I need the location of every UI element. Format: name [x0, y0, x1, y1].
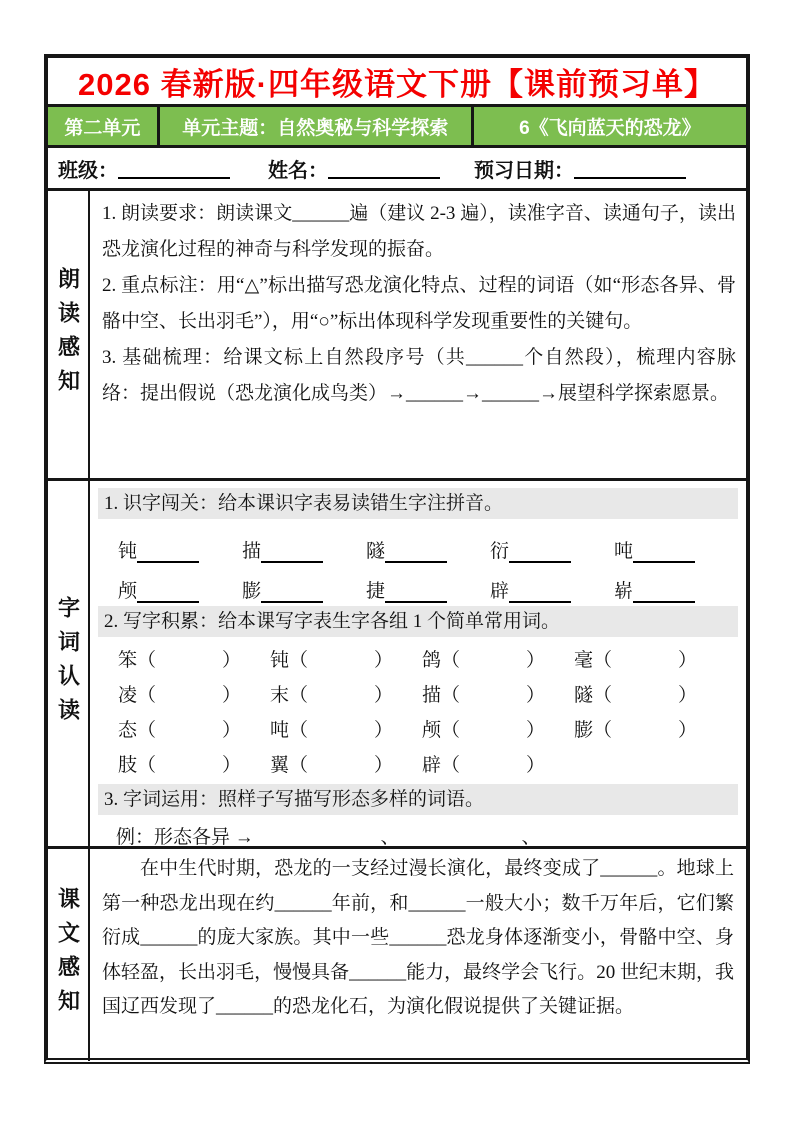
info-row — [48, 148, 746, 191]
paren-close: ） — [374, 755, 394, 776]
example-line — [98, 819, 738, 846]
example-separator: 、 — [380, 827, 400, 846]
word-cell — [574, 680, 726, 707]
word-cell — [270, 750, 422, 777]
paren-open: （ — [593, 650, 613, 671]
word-blank — [460, 685, 526, 701]
paren-open: （ — [137, 685, 157, 706]
word-blank — [612, 685, 678, 701]
word-cell — [422, 680, 574, 707]
pinyin-blank — [633, 543, 695, 563]
word-blank — [460, 650, 526, 666]
paren-open: （ — [289, 650, 309, 671]
word-char: 末 — [270, 685, 290, 706]
word-blank — [156, 685, 222, 701]
word-cell — [118, 715, 270, 742]
pinyin-row — [98, 523, 738, 563]
reading-item: 3. 基础梳理：给课文标上自然段序号（共______个自然段），梳理内容脉络：提出假说（恐龙演化成鸟类）→______→______→展望科学探索愿景。 — [102, 347, 736, 404]
paren-close: ） — [526, 720, 546, 741]
word-blank — [612, 650, 678, 666]
pinyin-cell — [490, 576, 614, 603]
instruction-banner: 2. 写字积累：给本课写字表生字各组 1 个简单常用词。 — [98, 606, 738, 637]
paren-open: （ — [289, 755, 309, 776]
title-row — [48, 58, 746, 107]
paren-open: （ — [137, 720, 157, 741]
paren-open: （ — [289, 720, 309, 741]
section-reading — [48, 191, 746, 481]
pinyin-blank — [633, 583, 695, 603]
name-blank — [328, 157, 440, 179]
word-char: 翼 — [270, 755, 290, 776]
pinyin-cell — [366, 576, 490, 603]
word-blank — [308, 755, 374, 771]
paren-close: ） — [374, 685, 394, 706]
paren-open: （ — [137, 755, 157, 776]
word-char: 吨 — [270, 720, 290, 741]
word-char: 鸽 — [422, 650, 442, 671]
example-separator: 、 — [521, 827, 541, 846]
paren-open: （ — [441, 720, 461, 741]
pinyin-blank — [385, 583, 447, 603]
class-label: 班级： — [58, 159, 118, 182]
word-blank — [156, 755, 222, 771]
paren-close: ） — [222, 650, 242, 671]
pinyin-char: 吨 — [614, 541, 634, 562]
date-label: 预习日期： — [474, 159, 574, 182]
paren-open: （ — [441, 755, 461, 776]
example-blank — [543, 837, 661, 846]
lesson-cell: 6《飞向蓝天的恐龙》 — [474, 107, 746, 145]
section-words-content — [90, 481, 746, 846]
word-char: 态 — [118, 720, 138, 741]
class-blank — [118, 157, 230, 179]
pinyin-cell — [614, 536, 738, 563]
pinyin-char: 钝 — [118, 541, 138, 562]
word-char: 辟 — [422, 755, 442, 776]
paren-close: ） — [222, 755, 242, 776]
unit-cell: 第二单元 — [48, 107, 160, 145]
word-blank — [156, 650, 222, 666]
word-row — [98, 676, 738, 711]
reading-item: 1. 朗读要求：朗读课文______遍（建议 2-3 遍），读准字音、读通句子，读出恐龙演化过程的神奇与科学发现的振奋。 — [102, 203, 736, 260]
worksheet-title: 2026 春新版·四年级语文下册【课前预习单】 — [78, 66, 716, 102]
pinyin-cell — [242, 576, 366, 603]
pinyin-char: 辟 — [490, 581, 510, 602]
word-cell — [270, 715, 422, 742]
word-blank — [460, 720, 526, 736]
word-row — [98, 711, 738, 746]
name-label: 姓名： — [268, 159, 328, 182]
paren-close: ） — [678, 720, 698, 741]
word-char: 颅 — [422, 720, 442, 741]
pinyin-cell — [490, 536, 614, 563]
date-blank — [574, 157, 686, 179]
pinyin-row — [98, 563, 738, 603]
section-passage-content — [90, 849, 746, 1061]
section-reading-content — [90, 191, 746, 478]
word-cell — [574, 715, 726, 742]
word-cell — [270, 680, 422, 707]
paren-close: ） — [526, 755, 546, 776]
paren-close: ） — [526, 685, 546, 706]
paren-close: ） — [374, 720, 394, 741]
section-passage — [48, 849, 746, 1061]
instruction-banner: 3. 字词运用：照样子写描写形态多样的词语。 — [98, 784, 738, 815]
word-blank — [612, 720, 678, 736]
word-blank — [308, 650, 374, 666]
pinyin-cell — [118, 536, 242, 563]
pinyin-cell — [614, 576, 738, 603]
pinyin-char: 崭 — [614, 581, 634, 602]
word-blank — [460, 755, 526, 771]
word-row — [98, 641, 738, 676]
word-cell — [422, 715, 574, 742]
worksheet-frame — [44, 54, 750, 1064]
word-cell — [118, 680, 270, 707]
pinyin-cell — [366, 536, 490, 563]
section-words — [48, 481, 746, 849]
paren-close: ） — [678, 685, 698, 706]
pinyin-blank — [137, 543, 199, 563]
passage-paragraph: 在中生代时期，恐龙的一支经过漫长演化，最终变成了______。地球上第一种恐龙出现在约______年前，和______一般大小；数千万年后，它们繁衍成______的庞大家族。其中一些______恐龙身体逐渐变小，骨骼中空、身体轻盈，长出羽毛，慢慢具备______能力，最终学会飞行。20 世纪末期，我国辽西发现了______的恐龙化石，为演化假说提供了关键证据。 — [102, 858, 734, 1017]
theme-cell: 单元主题：自然奥秘与科学探索 — [160, 107, 474, 145]
word-blank — [308, 685, 374, 701]
pinyin-cell — [242, 536, 366, 563]
section-label-reading: 朗读感知 — [48, 191, 90, 478]
paren-close: ） — [374, 650, 394, 671]
section-label-words: 字词认读 — [48, 481, 90, 846]
word-char: 描 — [422, 685, 442, 706]
word-char: 钝 — [270, 650, 290, 671]
pinyin-blank — [385, 543, 447, 563]
word-char: 隧 — [574, 685, 594, 706]
paren-open: （ — [441, 685, 461, 706]
pinyin-char: 颅 — [118, 581, 138, 602]
word-row — [98, 746, 738, 781]
pinyin-char: 隧 — [366, 541, 386, 562]
paren-close: ） — [222, 720, 242, 741]
pinyin-blank — [261, 543, 323, 563]
paren-close: ） — [678, 650, 698, 671]
section-label-passage: 课文感知 — [48, 849, 90, 1061]
pinyin-blank — [509, 543, 571, 563]
pinyin-char: 衍 — [490, 541, 510, 562]
word-char: 膨 — [574, 720, 594, 741]
pinyin-char: 描 — [242, 541, 262, 562]
word-cell — [574, 645, 726, 672]
paren-open: （ — [441, 650, 461, 671]
paren-open: （ — [593, 685, 613, 706]
pinyin-cell — [118, 576, 242, 603]
example-blank — [261, 837, 379, 846]
example-prefix: 例：形态各异 → — [116, 827, 254, 846]
pinyin-char: 膨 — [242, 581, 262, 602]
pinyin-blank — [509, 583, 571, 603]
instruction-banner: 1. 识字闯关：给本课识字表易读错生字注拼音。 — [98, 488, 738, 519]
word-char: 肢 — [118, 755, 138, 776]
reading-item: 2. 重点标注：用“△”标出描写恐龙演化特点、过程的词语（如“形态各异、骨骼中空、长出羽毛”），用“○”标出体现科学发现重要性的关键句。 — [102, 275, 736, 332]
unit-bar — [48, 107, 746, 148]
word-cell — [118, 645, 270, 672]
word-cell — [422, 750, 574, 777]
pinyin-char: 捷 — [366, 581, 386, 602]
word-cell — [118, 750, 270, 777]
paren-open: （ — [289, 685, 309, 706]
word-cell — [422, 645, 574, 672]
paren-close: ） — [222, 685, 242, 706]
paren-open: （ — [593, 720, 613, 741]
word-char: 毫 — [574, 650, 594, 671]
example-blank — [402, 837, 520, 846]
paren-close: ） — [526, 650, 546, 671]
word-char: 笨 — [118, 650, 138, 671]
word-cell — [270, 645, 422, 672]
pinyin-blank — [137, 583, 199, 603]
word-char: 凌 — [118, 685, 138, 706]
word-blank — [308, 720, 374, 736]
paren-open: （ — [137, 650, 157, 671]
word-blank — [156, 720, 222, 736]
pinyin-blank — [261, 583, 323, 603]
